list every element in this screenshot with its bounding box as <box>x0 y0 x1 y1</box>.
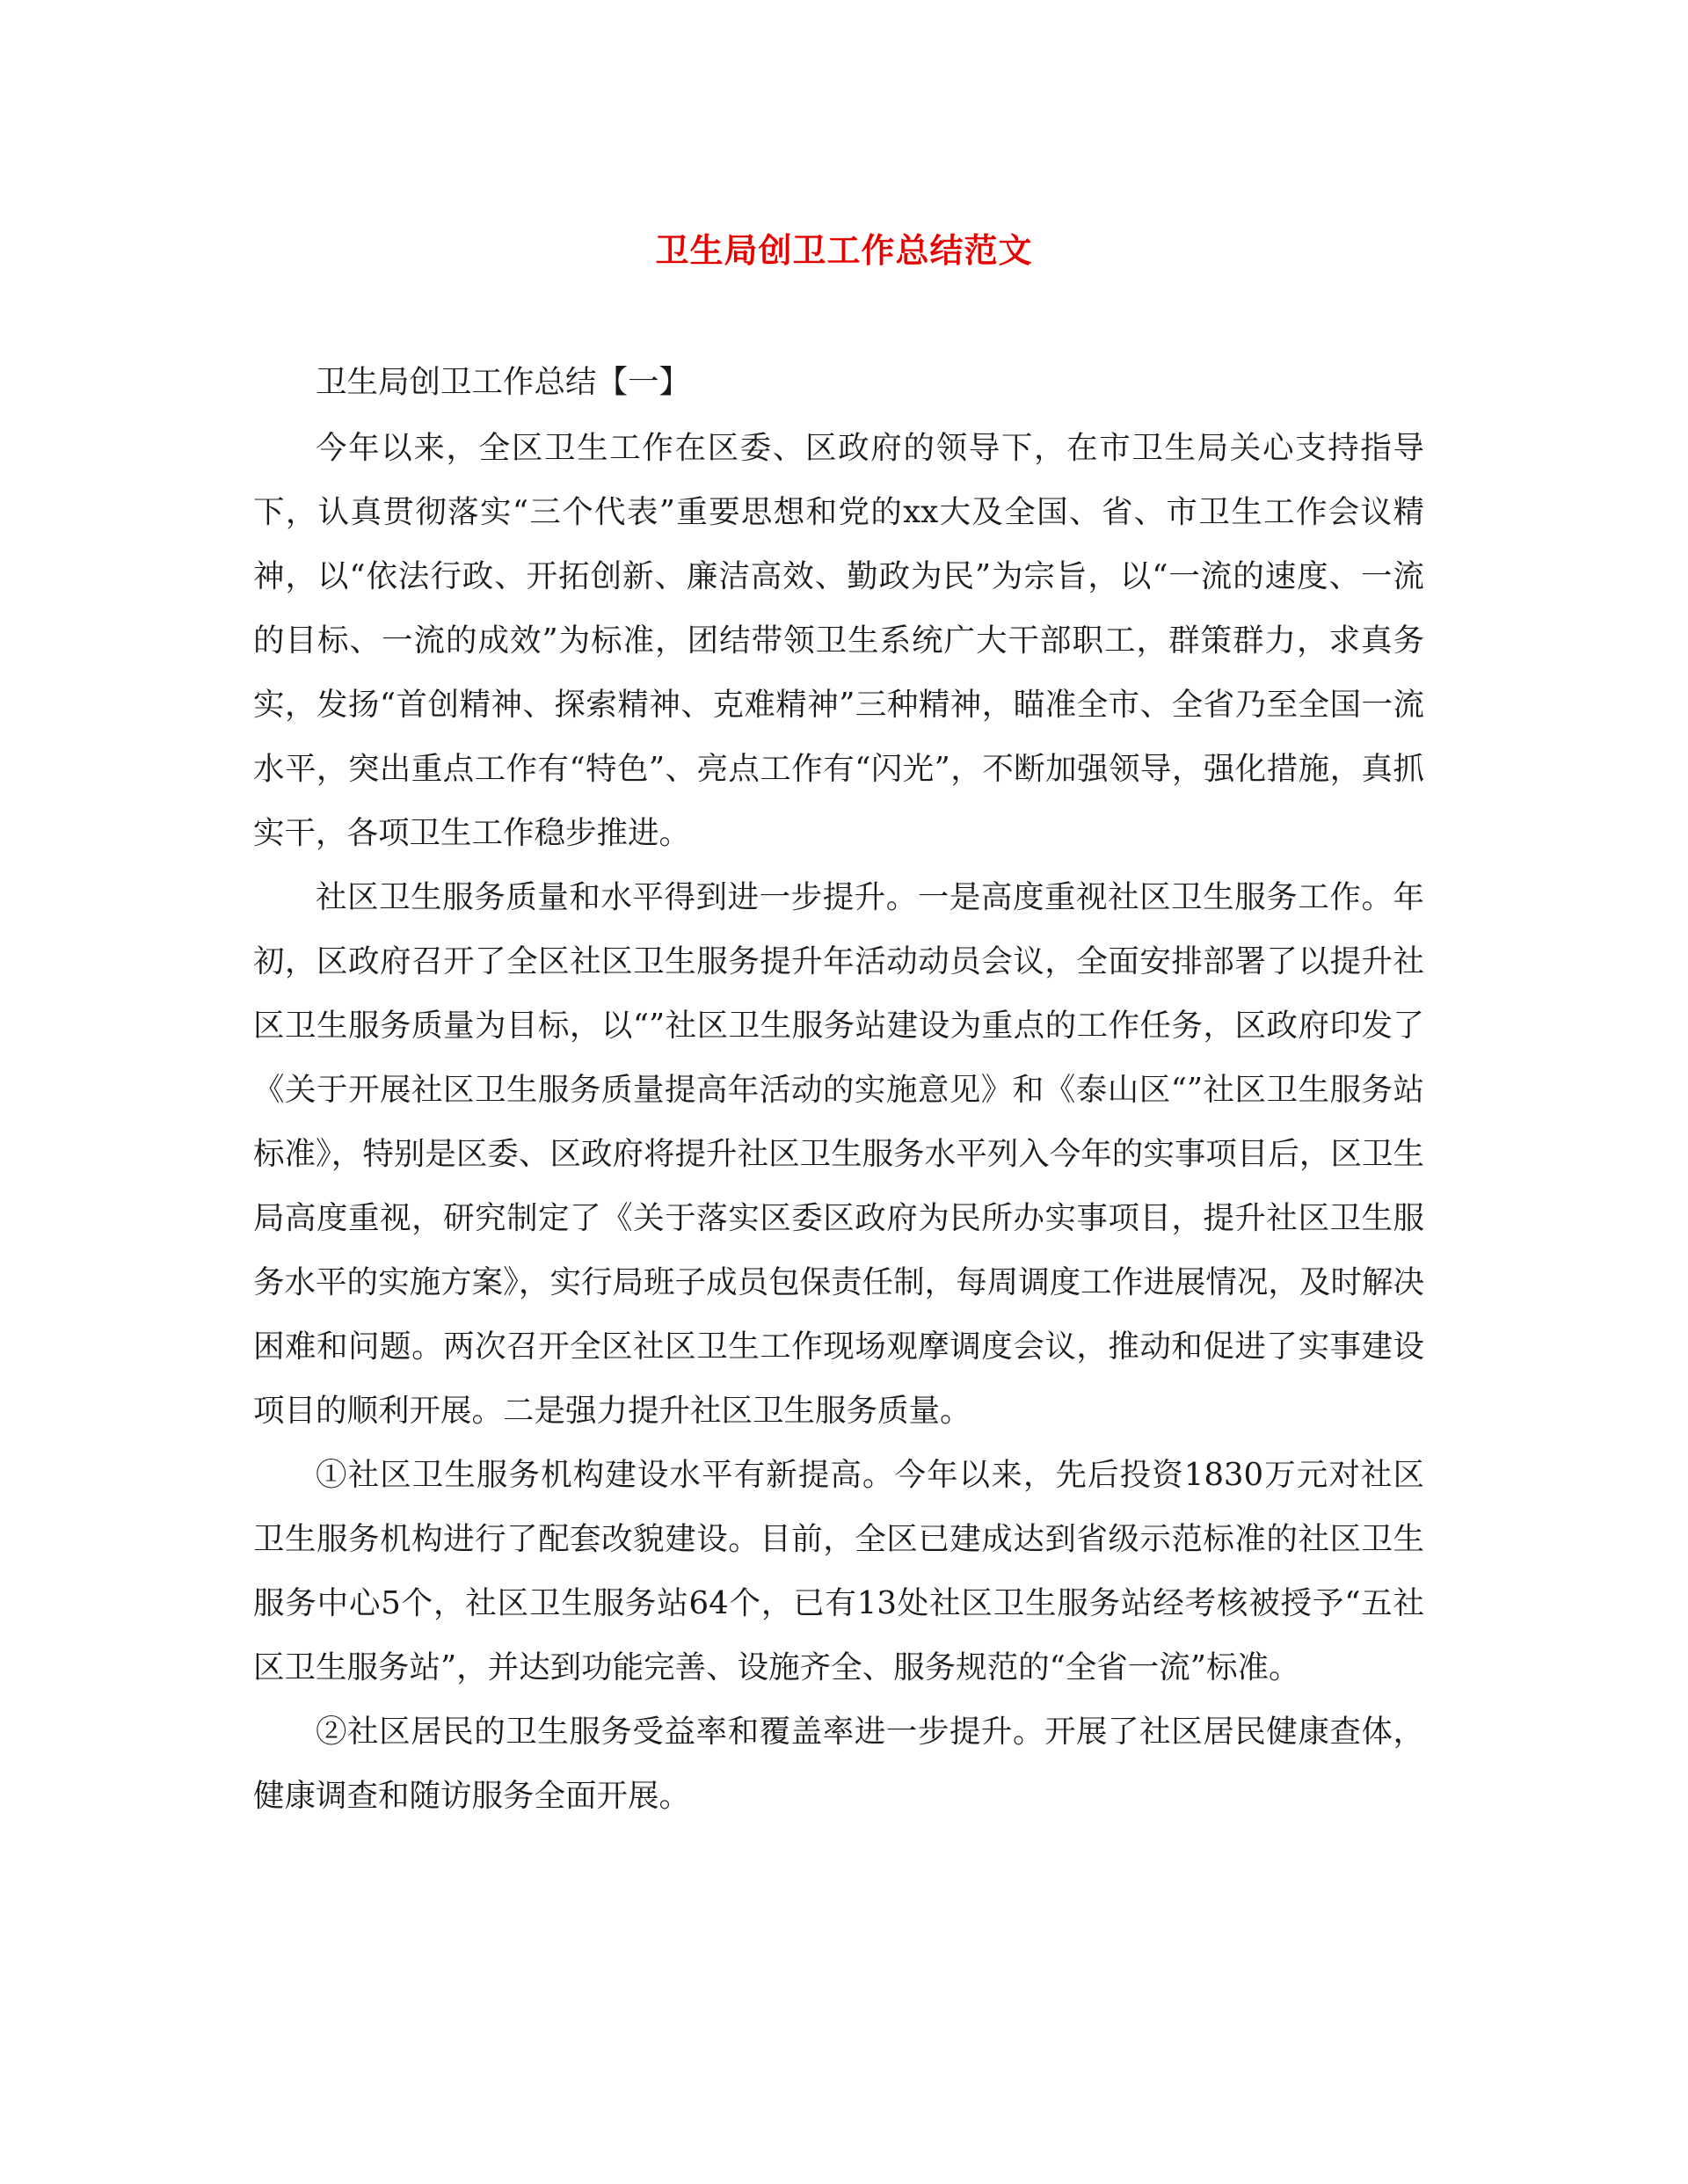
paragraph-community-service: 社区卫生服务质量和水平得到进一步提升。一是高度重视社区卫生服务工作。年初，区政府召开了全区社区卫生服务提升年活动动员会议，全面安排部署了以提升社区卫生服务质量为目标，以“”社区卫生服务站建设为重点的工作任务，区政府印发了《关于开展社区卫生服务质量提高年活动的实施意见》和《泰山区“”社区卫生服务站标准》，特别是区委、区政府将提升社区卫生服务水平列入今年的实事项目后，区卫生局高度重视，研究制定了《关于落实区委区政府为民所办实事项目，提升社区卫生服务水平的实施方案》，实行局班子成员包保责任制，每周调度工作进展情况，及时解决困难和问题。两次召开全区社区卫生工作现场观摩调度会议，推动和促进了实事建设项目的顺利开展。二是强力提升社区卫生服务质量。 <box>253 879 1424 1429</box>
paragraph-intro: 今年以来，全区卫生工作在区委、区政府的领导下，在市卫生局关心支持指导下，认真贯彻落实“三个代表”重要思想和党的xx大及全国、省、市卫生工作会议精神，以“依法行政、开拓创新、廉洁高效、勤政为民”为宗旨，以“一流的速度、一流的目标、一流的成效”为标准，团结带领卫生系统广大干部职工，群策群力，求真务实，发扬“首创精神、探索精神、克难精神”三种精神，瞄准全市、全省乃至全国一流水平，突出重点工作有“特色”、亮点工作有“闪光”，不断加强领导，强化措施，真抓实干，各项卫生工作稳步推进。 <box>253 430 1424 851</box>
section-heading: 卫生局创卫工作总结【一】 <box>316 364 691 400</box>
paragraph-item-1: ①社区卫生服务机构建设水平有新提高。今年以来，先后投资1830万元对社区卫生服务机构进行了配套改貌建设。目前，全区已建成达到省级示范标准的社区卫生服务中心5个，社区卫生服务站64个，已有13处社区卫生服务站经考核被授予“五社区卫生服务站”，并达到功能完善、设施齐全、服务规范的“全省一流”标准。 <box>253 1457 1424 1685</box>
paragraph-item-2: ②社区居民的卫生服务受益率和覆盖率进一步提升。开展了社区居民健康查体，健康调查和随访服务全面开展。 <box>253 1714 1424 1814</box>
document-title: 卫生局创卫工作总结范文 <box>655 230 1033 270</box>
document-body <box>253 350 1424 1828</box>
